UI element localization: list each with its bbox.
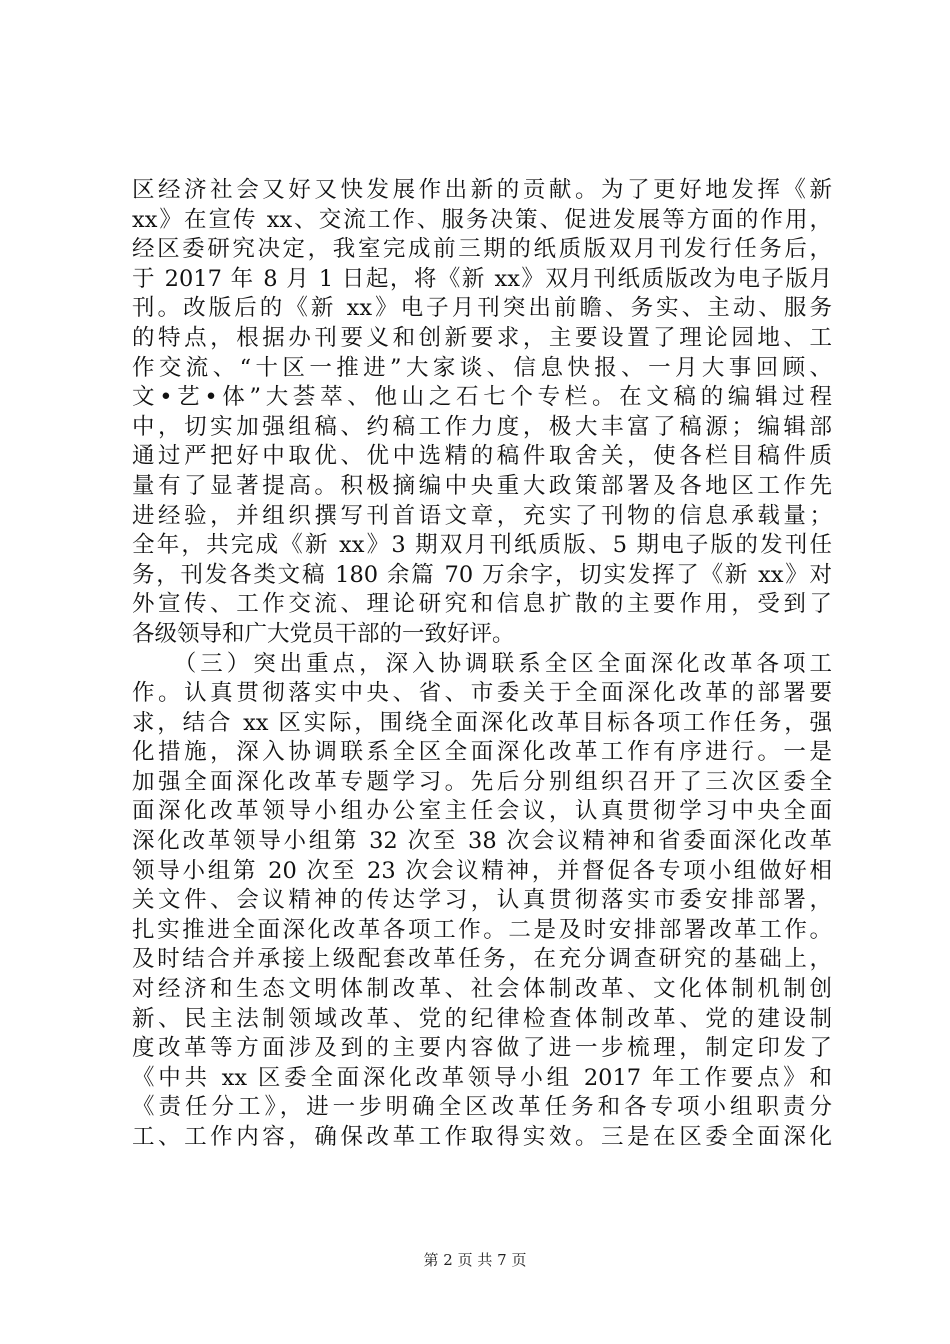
text-line: 的特点，根据办刊要义和创新要求，主要设置了理论园地、工 (132, 324, 832, 351)
text-line: 及时结合并承接上级配套改革任务，在充分调查研究的基础上， (132, 946, 832, 973)
text-line: xx》在宣传 xx、交流工作、服务决策、促进发展等方面的作用， (132, 206, 832, 233)
text-line: 《责任分工》，进一步明确全区改革任务和各专项小组职责分 (132, 1094, 832, 1121)
text-line: 加强全面深化改革专题学习。先后分别组织召开了三次区委全 (132, 768, 832, 795)
text-line: 工、工作内容，确保改革工作取得实效。三是在区委全面深化 (132, 1124, 832, 1150)
text-line: 经区委研究决定，我室完成前三期的纸质版双月刊发行任务后， (132, 236, 832, 263)
page-footer: 第 2 页 共 7 页 (423, 1251, 527, 1269)
text-line: 深化改革领导小组第 32 次至 38 次会议精神和省委面深化改革 (132, 828, 832, 855)
text-line: 务，刊发各类文稿 180 余篇 70 万余字，切实发挥了《新 xx》对 (132, 561, 832, 588)
document-body (132, 176, 832, 1153)
text-line: 全年，共完成《新 xx》3 期双月刊纸质版、5 期电子版的发刊任 (132, 532, 832, 559)
text-line: 于 2017 年 8 月 1 日起，将《新 xx》双月刊纸质版改为电子版月 (132, 265, 832, 292)
text-line: 作交流、“十区一推进”大家谈、信息快报、一月大事回顾、 (132, 354, 832, 381)
text-line: 度改革等方面涉及到的主要内容做了进一步梳理，制定印发了 (132, 1035, 832, 1062)
text-line: 领导小组第 20 次至 23 次会议精神，并督促各专项小组做好相 (132, 857, 832, 884)
text-line: 扎实推进全面深化改革各项工作。二是及时安排部署改革工作。 (132, 916, 832, 943)
text-line: 面深化改革领导小组办公室主任会议，认真贯彻学习中央全面 (132, 798, 832, 825)
text-line: 进经验，并组织撰写刊首语文章，充实了刊物的信息承载量； (132, 502, 832, 529)
text-line: 各级领导和广大党员干部的一致好评。 (132, 620, 515, 647)
text-line: 化措施，深入协调联系全区全面深化改革工作有序进行。一是 (132, 739, 832, 766)
text-line: 关文件、会议精神的传达学习，认真贯彻落实市委安排部署， (132, 887, 832, 914)
text-line: 外宣传、工作交流、理论研究和信息扩散的主要作用，受到了 (132, 591, 832, 618)
text-line: 通过严把好中取优、优中选精的稿件取舍关，使各栏目稿件质 (132, 443, 832, 470)
text-line: 区经济社会又好又快发展作出新的贡献。为了更好地发挥《新 (132, 177, 832, 203)
text-line: 刊。改版后的《新 xx》电子月刊突出前瞻、务实、主动、服务 (132, 295, 832, 322)
text-line: 《中共 xx 区委全面深化改革领导小组 2017 年工作要点》和 (132, 1064, 832, 1091)
text-line: 新、民主法制领域改革、党的纪律检查体制改革、党的建设制 (132, 1005, 832, 1032)
text-line: 求，结合 xx 区实际，围绕全面深化改革目标各项工作任务，强 (132, 709, 832, 736)
text-line: 中，切实加强组稿、约稿工作力度，极大丰富了稿源；编辑部 (132, 413, 832, 440)
text-line: （三）突出重点，深入协调联系全区全面深化改革各项工 (132, 650, 832, 677)
text-line: 量有了显著提高。积极摘编中央重大政策部署及各地区工作先 (132, 472, 832, 499)
text-line: 作。认真贯彻落实中央、省、市委关于全面深化改革的部署要 (132, 680, 832, 707)
text-line: 对经济和生态文明体制改革、社会体制改革、文化体制机制创 (132, 976, 832, 1003)
text-line: 文•艺•体”大荟萃、他山之石七个专栏。在文稿的编辑过程 (132, 384, 832, 411)
